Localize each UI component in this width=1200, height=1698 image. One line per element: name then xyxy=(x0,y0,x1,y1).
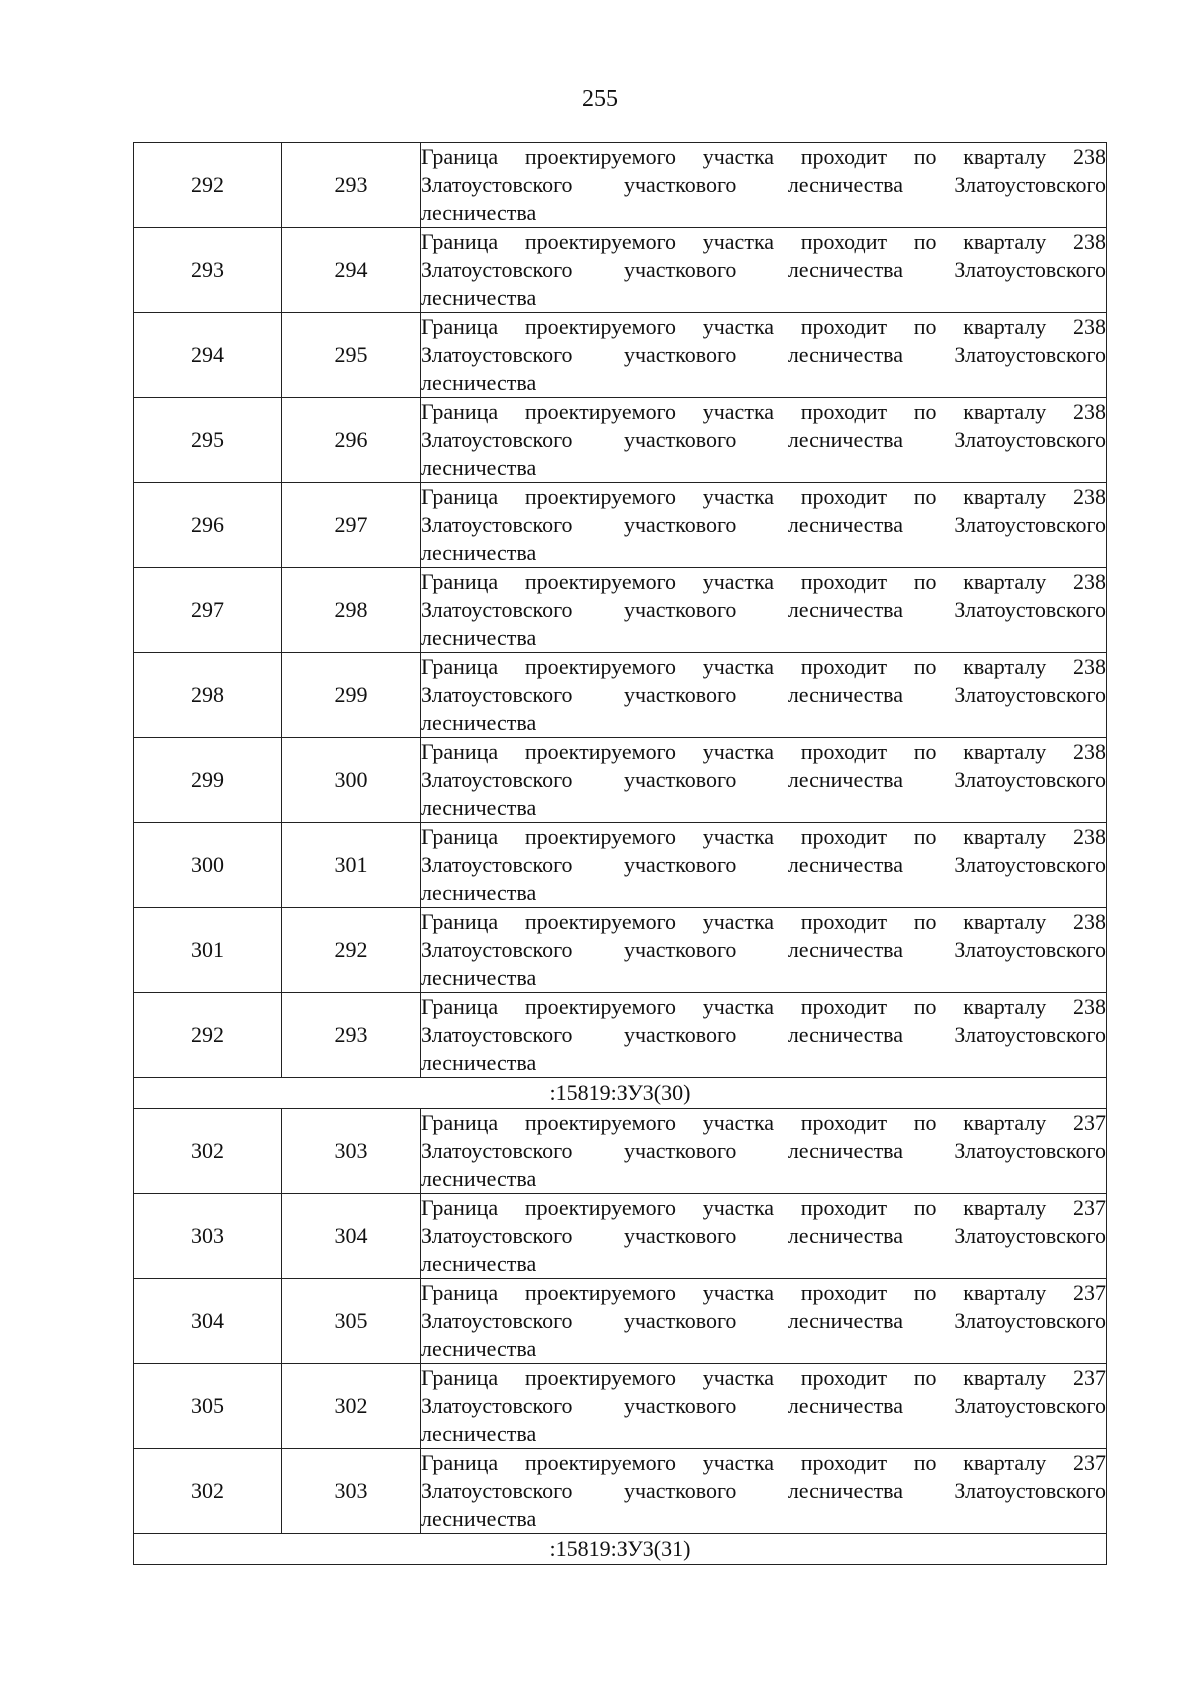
description-line: лесничества xyxy=(421,200,537,225)
table-row xyxy=(134,483,1107,568)
description-line: Златоустовского участкового лесничества Златоустовского xyxy=(421,1022,1106,1047)
description-line: Златоустовского участкового лесничества Златоустовского xyxy=(421,852,1106,877)
table-row xyxy=(134,1364,1107,1449)
description-line: Граница проектируемого участка проходит по кварталу 237 xyxy=(421,1365,1106,1390)
description-line: Граница проектируемого участка проходит по кварталу 237 xyxy=(421,1450,1106,1475)
table-row xyxy=(134,1194,1107,1279)
point-from-cell: 297 xyxy=(134,568,282,653)
section-cadastral-number: :15819:ЗУ3(31) xyxy=(134,1534,1107,1565)
description-line: Граница проектируемого участка проходит по кварталу 238 xyxy=(421,909,1106,934)
description-line: лесничества xyxy=(421,455,537,480)
point-to-cell: 293 xyxy=(282,993,421,1078)
description-line: лесничества xyxy=(421,965,537,990)
table-row xyxy=(134,908,1107,993)
description-line: Златоустовского участкового лесничества Златоустовского xyxy=(421,1393,1106,1418)
description-line: лесничества xyxy=(421,1506,537,1531)
table-row xyxy=(134,143,1107,228)
description-line: лесничества xyxy=(421,710,537,735)
point-to-cell: 301 xyxy=(282,823,421,908)
table-row xyxy=(134,1279,1107,1364)
point-from-cell: 294 xyxy=(134,313,282,398)
point-to-cell: 297 xyxy=(282,483,421,568)
point-to-cell: 296 xyxy=(282,398,421,483)
description-line: лесничества xyxy=(421,795,537,820)
point-from-cell: 302 xyxy=(134,1109,282,1194)
description-line: Златоустовского участкового лесничества Златоустовского xyxy=(421,427,1106,452)
boundary-description-cell xyxy=(421,1279,1107,1364)
description-line: Златоустовского участкового лесничества Златоустовского xyxy=(421,597,1106,622)
table-body xyxy=(134,143,1107,1565)
point-from-cell: 301 xyxy=(134,908,282,993)
description-line: Златоустовского участкового лесничества Златоустовского xyxy=(421,1223,1106,1248)
description-line: Граница проектируемого участка проходит по кварталу 237 xyxy=(421,1280,1106,1305)
description-line: Граница проектируемого участка проходит по кварталу 238 xyxy=(421,229,1106,254)
table-row xyxy=(134,823,1107,908)
boundary-description-cell xyxy=(421,143,1107,228)
description-line: лесничества xyxy=(421,1166,537,1191)
table-row xyxy=(134,738,1107,823)
description-line: Златоустовского участкового лесничества Златоустовского xyxy=(421,1138,1106,1163)
table-row xyxy=(134,1109,1107,1194)
section-cadastral-number: :15819:ЗУ3(30) xyxy=(134,1078,1107,1109)
boundary-description-cell xyxy=(421,483,1107,568)
point-to-cell: 300 xyxy=(282,738,421,823)
description-line: Златоустовского участкового лесничества Златоустовского xyxy=(421,1478,1106,1503)
boundary-description-cell xyxy=(421,228,1107,313)
description-line: лесничества xyxy=(421,1251,537,1276)
boundary-description-cell xyxy=(421,1109,1107,1194)
description-line: Златоустовского участкового лесничества Златоустовского xyxy=(421,342,1106,367)
point-from-cell: 305 xyxy=(134,1364,282,1449)
table-row xyxy=(134,228,1107,313)
description-line: лесничества xyxy=(421,285,537,310)
point-from-cell: 295 xyxy=(134,398,282,483)
point-from-cell: 293 xyxy=(134,228,282,313)
table-row xyxy=(134,568,1107,653)
section-header-row xyxy=(134,1534,1107,1565)
description-line: лесничества xyxy=(421,880,537,905)
point-to-cell: 299 xyxy=(282,653,421,738)
page-number: 255 xyxy=(582,86,618,112)
boundary-description-cell xyxy=(421,568,1107,653)
point-to-cell: 293 xyxy=(282,143,421,228)
description-line: Златоустовского участкового лесничества Златоустовского xyxy=(421,1308,1106,1333)
description-line: лесничества xyxy=(421,540,537,565)
point-to-cell: 294 xyxy=(282,228,421,313)
boundary-description-cell xyxy=(421,738,1107,823)
point-to-cell: 302 xyxy=(282,1364,421,1449)
description-line: лесничества xyxy=(421,370,537,395)
description-line: лесничества xyxy=(421,625,537,650)
description-line: лесничества xyxy=(421,1050,537,1075)
boundary-description-cell xyxy=(421,398,1107,483)
description-line: Златоустовского участкового лесничества Златоустовского xyxy=(421,682,1106,707)
point-from-cell: 304 xyxy=(134,1279,282,1364)
point-from-cell: 292 xyxy=(134,993,282,1078)
boundary-description-cell xyxy=(421,823,1107,908)
boundary-description-cell xyxy=(421,313,1107,398)
point-from-cell: 296 xyxy=(134,483,282,568)
point-to-cell: 305 xyxy=(282,1279,421,1364)
point-to-cell: 298 xyxy=(282,568,421,653)
point-to-cell: 292 xyxy=(282,908,421,993)
description-line: Златоустовского участкового лесничества Златоустовского xyxy=(421,257,1106,282)
boundary-description-cell xyxy=(421,993,1107,1078)
boundary-description-cell xyxy=(421,1364,1107,1449)
point-from-cell: 292 xyxy=(134,143,282,228)
point-from-cell: 299 xyxy=(134,738,282,823)
point-to-cell: 303 xyxy=(282,1109,421,1194)
description-line: Златоустовского участкового лесничества Златоустовского xyxy=(421,172,1106,197)
description-line: Златоустовского участкового лесничества Златоустовского xyxy=(421,512,1106,537)
description-line: Граница проектируемого участка проходит по кварталу 238 xyxy=(421,739,1106,764)
point-to-cell: 295 xyxy=(282,313,421,398)
table-row xyxy=(134,313,1107,398)
table-row xyxy=(134,398,1107,483)
description-line: Граница проектируемого участка проходит по кварталу 238 xyxy=(421,654,1106,679)
boundary-table xyxy=(133,142,1107,1565)
point-to-cell: 304 xyxy=(282,1194,421,1279)
description-line: Граница проектируемого участка проходит по кварталу 237 xyxy=(421,1110,1106,1135)
table-row xyxy=(134,653,1107,738)
point-from-cell: 300 xyxy=(134,823,282,908)
description-line: Граница проектируемого участка проходит по кварталу 238 xyxy=(421,994,1106,1019)
description-line: Златоустовского участкового лесничества Златоустовского xyxy=(421,937,1106,962)
description-line: лесничества xyxy=(421,1421,537,1446)
description-line: Златоустовского участкового лесничества Златоустовского xyxy=(421,767,1106,792)
description-line: Граница проектируемого участка проходит по кварталу 238 xyxy=(421,569,1106,594)
point-to-cell: 303 xyxy=(282,1449,421,1534)
point-from-cell: 303 xyxy=(134,1194,282,1279)
boundary-description-cell xyxy=(421,1194,1107,1279)
table-row xyxy=(134,1449,1107,1534)
description-line: Граница проектируемого участка проходит по кварталу 238 xyxy=(421,824,1106,849)
boundary-description-cell xyxy=(421,908,1107,993)
boundary-description-cell xyxy=(421,1449,1107,1534)
description-line: Граница проектируемого участка проходит по кварталу 237 xyxy=(421,1195,1106,1220)
description-line: Граница проектируемого участка проходит по кварталу 238 xyxy=(421,314,1106,339)
description-line: лесничества xyxy=(421,1336,537,1361)
description-line: Граница проектируемого участка проходит по кварталу 238 xyxy=(421,484,1106,509)
section-header-row xyxy=(134,1078,1107,1109)
description-line: Граница проектируемого участка проходит по кварталу 238 xyxy=(421,399,1106,424)
table-row xyxy=(134,993,1107,1078)
point-from-cell: 298 xyxy=(134,653,282,738)
description-line: Граница проектируемого участка проходит по кварталу 238 xyxy=(421,144,1106,169)
point-from-cell: 302 xyxy=(134,1449,282,1534)
boundary-description-cell xyxy=(421,653,1107,738)
